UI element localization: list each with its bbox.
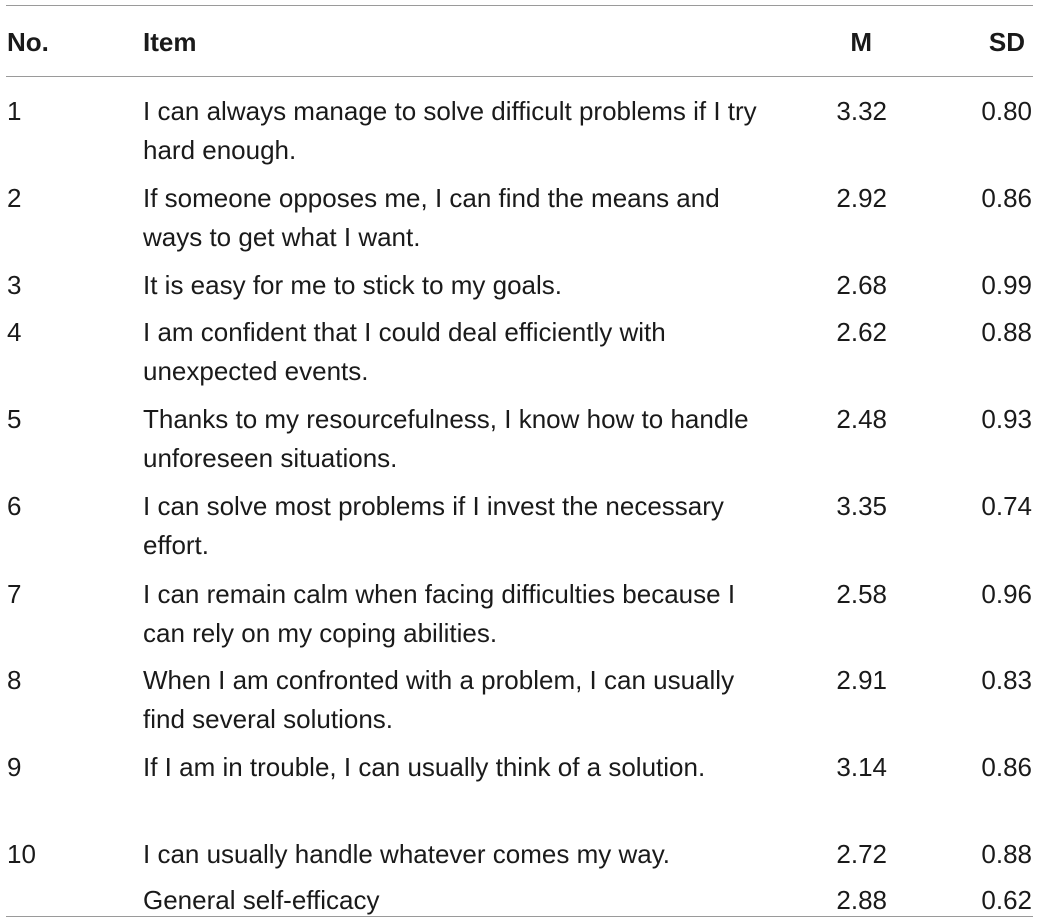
row-sd: 0.86: [981, 183, 1032, 213]
row-item: General self-efficacy: [143, 885, 380, 915]
row-item: I can solve most problems if I invest the necessary effort.: [143, 491, 724, 560]
row-item: I am confident that I could deal efficiently with unexpected events.: [143, 317, 666, 386]
row-number: 4: [7, 317, 22, 347]
row-mean: 2.88: [836, 885, 887, 915]
row-sd: 0.62: [981, 885, 1032, 915]
row-sd: 0.83: [981, 665, 1032, 695]
table-top-rule: [6, 5, 1033, 6]
header-no: No.: [7, 27, 49, 57]
row-sd: 0.99: [981, 270, 1032, 300]
row-mean: 2.72: [836, 839, 887, 869]
row-item: It is easy for me to stick to my goals.: [143, 270, 563, 300]
row-sd: 0.96: [981, 579, 1032, 609]
row-number: 2: [7, 183, 22, 213]
row-sd: 0.86: [981, 752, 1032, 782]
row-sd: 0.88: [981, 839, 1032, 869]
row-item: I can always manage to solve difficult problems if I try hard enough.: [143, 96, 757, 165]
header-sd: SD: [988, 27, 1025, 57]
header-rule: [6, 76, 1033, 77]
row-mean: 2.68: [836, 270, 887, 300]
row-sd: 0.80: [981, 96, 1032, 126]
row-number: 10: [7, 839, 36, 869]
row-sd: 0.93: [981, 404, 1032, 434]
row-item: If someone opposes me, I can find the means and ways to get what I want.: [143, 183, 720, 252]
header-item: Item: [143, 27, 197, 57]
row-number: 8: [7, 665, 22, 695]
row-number: 1: [7, 96, 22, 126]
row-sd: 0.74: [981, 491, 1032, 521]
row-mean: 3.35: [836, 491, 887, 521]
row-mean: 2.48: [836, 404, 887, 434]
row-number: 3: [7, 270, 22, 300]
row-item: I can remain calm when facing difficulties because I can rely on my coping abilities.: [143, 579, 736, 648]
row-sd: 0.88: [981, 317, 1032, 347]
row-number: 7: [7, 579, 22, 609]
row-mean: 2.92: [836, 183, 887, 213]
row-mean: 3.32: [836, 96, 887, 126]
row-mean: 2.62: [836, 317, 887, 347]
row-item: If I am in trouble, I can usually think of a solution.: [143, 752, 706, 782]
row-item: When I am confronted with a problem, I can usually find several solutions.: [143, 665, 735, 734]
row-number: 9: [7, 752, 22, 782]
row-mean: 2.58: [836, 579, 887, 609]
row-item: I can usually handle whatever comes my way.: [143, 839, 670, 869]
row-item: Thanks to my resourcefulness, I know how to handle unforeseen situations.: [143, 404, 749, 473]
header-m: M: [850, 27, 872, 57]
row-mean: 3.14: [836, 752, 887, 782]
row-mean: 2.91: [836, 665, 887, 695]
table-bottom-rule: [6, 916, 1033, 917]
row-number: 5: [7, 404, 22, 434]
row-number: 6: [7, 491, 22, 521]
